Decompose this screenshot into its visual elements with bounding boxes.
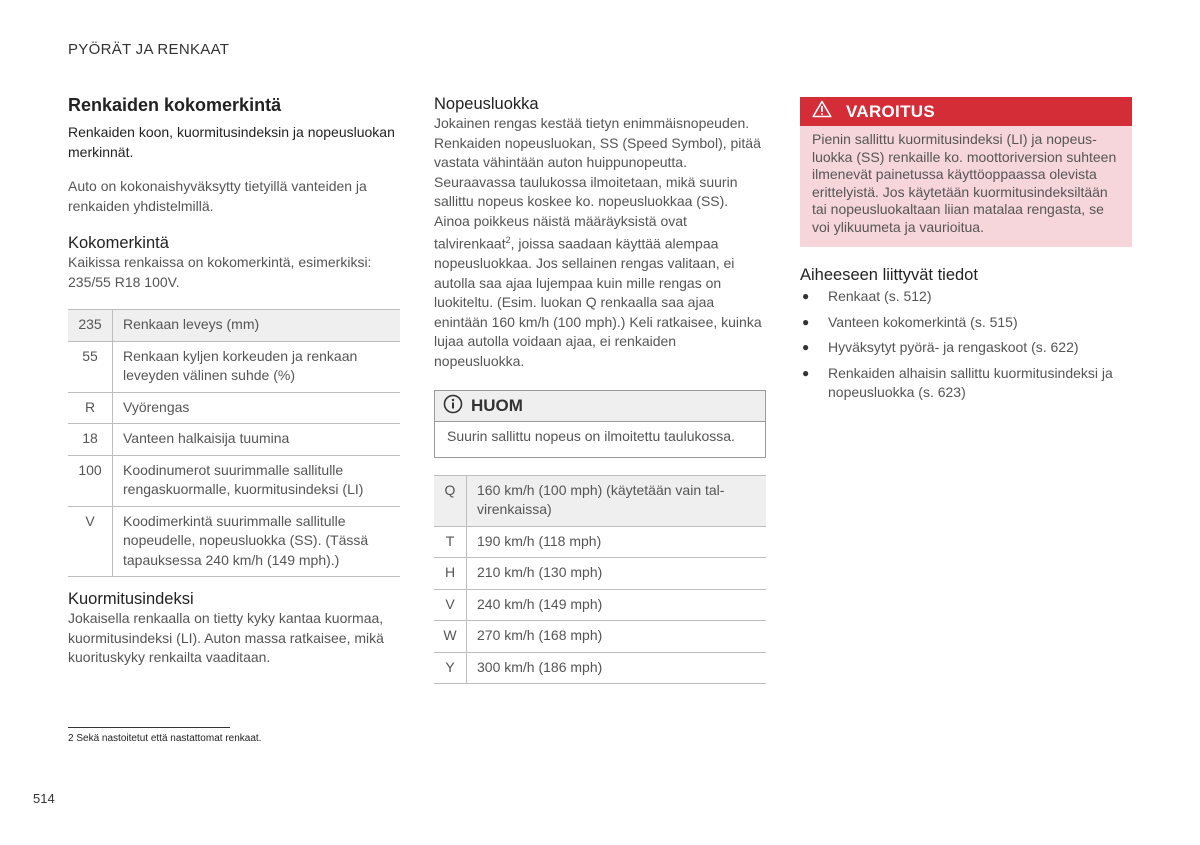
table-row xyxy=(434,475,766,526)
bullet-icon: ● xyxy=(802,314,810,329)
related-link[interactable]: ● Renkaiden alhaisin sallittu kuormitusindeksi ja nopeusluokka (s. 623) xyxy=(802,364,1113,400)
intro-text: Auto on kokonaishyväksytty tietyillä vanteiden ja renkaiden yhdistelmillä. xyxy=(68,178,367,214)
note-header xyxy=(435,391,765,422)
table-key: T xyxy=(434,526,467,558)
warning-title: VAROITUS xyxy=(846,101,935,121)
bullet-icon: ● xyxy=(802,365,810,380)
table-key: Q xyxy=(434,475,467,526)
table-value: 210 km/h (130 mph) xyxy=(467,558,767,590)
size-heading: Kokomerkintä xyxy=(68,234,169,252)
lead-text: Renkaiden koon, kuormitusindeksin ja nopeusluokan merkinnät. xyxy=(68,124,395,160)
warning-box xyxy=(800,97,1132,247)
related-list xyxy=(800,287,1132,403)
table-row xyxy=(68,392,400,424)
speed-heading: Nopeusluokka xyxy=(434,95,539,113)
table-key: 55 xyxy=(68,341,113,392)
load-text: Jokaisella renkaalla on tietty kyky kantaa kuormaa, kuormitusindeksi (LI). Auton massa ratkaisee, mikä kuorituskyky renkailta vaaditaan. xyxy=(68,610,384,665)
table-row xyxy=(434,526,766,558)
table-value: Koodimerkintä suurimmalle sallitulle nopeudelle, nopeusluokka (SS). (Tässä tapauksessa 240 km/h (149 mph).) xyxy=(113,506,401,577)
related-heading: Aiheeseen liittyvät tiedot xyxy=(800,266,978,284)
table-value: Renkaan kyljen korkeuden ja renkaan leveyden välinen suhde (%) xyxy=(113,341,401,392)
table-key: V xyxy=(68,506,113,577)
table-row xyxy=(434,558,766,590)
bullet-icon: ● xyxy=(802,289,810,303)
table-row xyxy=(68,424,400,456)
related-link[interactable]: ● Vanteen kokomerkintä (s. 515) xyxy=(800,313,1132,333)
table-value: Renkaan leveys (mm) xyxy=(113,310,401,342)
table-row xyxy=(434,621,766,653)
footnote-divider xyxy=(68,727,230,728)
section-header: PYÖRÄT JA RENKAAT xyxy=(68,41,230,58)
footnote: 2 Sekä nastoitetut että nastattomat renkaat. xyxy=(68,733,262,744)
related-link[interactable]: ● Renkaat (s. 512) xyxy=(800,287,1132,307)
column-left xyxy=(68,94,400,668)
column-middle xyxy=(434,94,766,684)
warning-triangle-icon xyxy=(812,100,832,123)
table-row xyxy=(434,652,766,684)
table-value: 270 km/h (168 mph) xyxy=(467,621,767,653)
table-value: 300 km/h (186 mph) xyxy=(467,652,767,684)
table-value: Vanteen halkaisija tuumina xyxy=(113,424,401,456)
table-value: 160 km/h (100 mph) (käytetään vain talvirenkaissa) xyxy=(467,475,767,526)
table-row xyxy=(68,506,400,577)
table-value: 240 km/h (149 mph) xyxy=(467,589,767,621)
table-key: 100 xyxy=(68,455,113,506)
load-heading: Kuormitusindeksi xyxy=(68,590,194,608)
page-number: 514 xyxy=(33,791,55,806)
warning-header xyxy=(800,97,1132,126)
note-title: HUOM xyxy=(471,396,523,416)
page-title: Renkaiden kokomerkintä xyxy=(68,95,282,115)
note-text: Suurin sallittu nopeus on ilmoitettu taulukossa. xyxy=(447,428,735,445)
table-row xyxy=(68,341,400,392)
table-key: Y xyxy=(434,652,467,684)
table-key: 18 xyxy=(68,424,113,456)
info-icon xyxy=(443,394,463,419)
table-key: V xyxy=(434,589,467,621)
table-key: R xyxy=(68,392,113,424)
size-text: Kaikissa renkaissa on kokomerkintä, esimerkiksi: 235/55 R18 100V. xyxy=(68,254,372,290)
speed-text xyxy=(434,114,766,371)
table-value: 190 km/h (118 mph) xyxy=(467,526,767,558)
bullet-icon: ● xyxy=(802,340,810,354)
table-key: 235 xyxy=(68,310,113,342)
table-key: W xyxy=(434,621,467,653)
speed-text-part1: Jokainen rengas kestää tietyn enimmäisnopeuden. Renkaiden nopeusluokan, SS (Speed Symbol), pitää vastata vähintään auton huippunopeutta. Seuraavassa taulukossa ilmoitetaan, mikä suurin sallittu nopeus koskee ko. nopeusluokkaa (SS). Ainoa poikkeus näistä määräyksistä ovat talvirenkaat xyxy=(434,115,761,252)
table-row xyxy=(434,589,766,621)
table-row xyxy=(68,310,400,342)
related-link[interactable]: ● Hyväksytyt pyörä- ja rengaskoot (s. 622) xyxy=(800,338,1132,358)
speed-table xyxy=(434,475,766,685)
table-value: Vyörengas xyxy=(113,392,401,424)
footnote-ref: 2 xyxy=(505,235,511,245)
table-value: Koodinumerot suurimmalle sallitulle rengaskuormalle, kuormitusindeksi (LI) xyxy=(113,455,401,506)
table-key: H xyxy=(434,558,467,590)
note-box xyxy=(434,390,766,458)
warning-text: Pienin sallittu kuormitusindeksi (LI) ja nopeusluokka (SS) renkaille ko. moottoriversion suhteen ilmenevät painetussa käyttöoppaassa olevista erittelyistä. Jos käytetään kuormitusindeksiltään tai nopeusluokaltaan liian matalaa rengasta, se voi ylikuumeta ja vaurioitua. xyxy=(812,131,1117,235)
table-row xyxy=(68,455,400,506)
column-right xyxy=(800,97,1132,409)
size-table xyxy=(68,309,400,577)
speed-text-part2: , joissa saadaan käyttää alempaa nopeusluokkaa. Jos sellainen rengas valitaan, ei autolla saa ajaa lujempaa kuin mille rengas on luokiteltu. (Esim. luokan Q renkaalla saa ajaa enintään 160 km/h (100 mph).) Keli ratkaisee, kuinka lujaa autolla voidaan ajaa, ei renkaiden nopeusluokka. xyxy=(434,235,762,369)
